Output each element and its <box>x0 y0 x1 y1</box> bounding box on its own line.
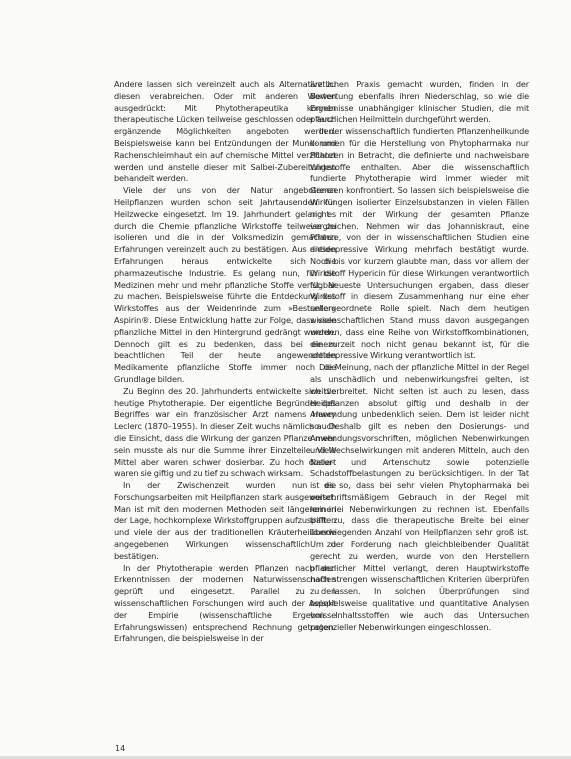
paragraph: Die Meinung, nach der pflanzliche Mittel in der Regel als unschädlich und nebenwirkungsfrei gelten, ist weitverbreitet. Nicht selten ist auch zu lesen, dass Heilpflanzen absolut giftig und deshalb in der Anwendung unbedenklich seien. Dem ist leider nicht so. Deshalb gilt es neben den Dosierungs- und Anwendungsvorschriften, möglichen Nebenwirkungen und Wechselwirkungen mit anderen Mitteln, auch den Natur- und Artenschutz sowie potenzielle Schadstoffbelastungen zu berücksichtigen. In der Tat ist es so, dass bei sehr vielen Phytopharmaka bei vorschriftsmäßigem Gebrauch in der Regel mit keinerlei Nebenwirkungen zu rechnen ist. Ebenfalls trifft zu, dass die therapeutische Breite bei einer überwiegenden Anzahl von Heilpflanzen sehr groß ist. Um der Forderung nach gleichbleibender Qualität gerecht zu werden, wurde von den Herstellern pflanzlicher Mittel verlangt, deren Hauptwirkstoffe nach strengen wissenschaftlichen Kriterien überprüfen zu lassen. In solchen Überprüfungen sind beispielsweise qualitative und quantitative Analysen von Inhaltsstoffen wie auch das Untersuchen potenzieller Nebenwirkungen eingeschlossen. <box>310 362 529 632</box>
paragraph: Viele der uns von der Natur angebotenen Heilpflanzen wurden schon seit Jahrtausenden für Heilzwecke eingesetzt. Im 19. Jahrhundert gelang es durch die Chemie pflanzliche Wirkstoffe teilweise zu isolieren und die in der Volksmedizin gemachten Erfahrungen vereinzelt auch zu bestätigen. Aus diesen Erfahrungen heraus entwickelte sich die pharmazeutische Industrie. Es gelang nun, für die Medizinen mehr und mehr pflanzliche Stoffe verfügbar zu machen. Beispielsweise führte die Entdeckung des Wirkstoffes aus der Weidenrinde zum »Bestseller« Aspirin®. Diese Entwicklung hatte zur Folge, dass viele pflanzliche Mittel in den Hintergrund gedrängt wurden. Dennoch gilt es zu bedenken, dass bei einem beachtlichen Teil der heute angewendeten Medikamente pflanzliche Stoffe immer noch die Grundlage bilden. <box>114 185 336 384</box>
page-number: 14 <box>115 744 126 753</box>
paragraph: Andere lassen sich vereinzelt auch als Alternative zu diesen verabreichen. Oder mit anderen Worten ausgedrückt: Mit Phytotherapeutika können therapeutische Lücken teilweise geschlossen oder auch ergänzende Möglichkeiten angeboten werden. Beispielsweise kann bei Entzündungen der Mund- und Rachenschleimhaut ein auf chemische Mittel verzichtet werden und anstelle dieser mit Salbei-Zubereitungen behandelt werden. <box>114 79 336 184</box>
paragraph: Zu Beginn des 20. Jahrhunderts entwickelte sich die heutige Phytotherapie. Der eigentliche Begründer des Begriffes war ein französischer Arzt namens Henry Leclerc (1870–1955). In dieser Zeit wuchs nämlich auch die Einsicht, dass die Wirkung der ganzen Pflanze mehr sein musste als nur die Summe ihrer Einzelteile. Viele Mittel aber waren schwer dosierbar. Zu hoch dosiert waren sie giftig und zu tief zu schwach wirksam. <box>114 385 336 479</box>
right-column <box>310 79 529 633</box>
paragraph: ärztlichen Praxis gemacht wurden, finden in der Bewertung ebenfalls ihren Niederschlag, so wie die Ergebnisse unabhängiger klinischer Studien, die mit pflanzlichen Heilmitteln durchgeführt werden. <box>310 79 529 125</box>
paragraph: In der Zwischenzeit wurden nun die Forschungsarbeiten mit Heilpflanzen stark ausgeweitet. Man ist mit den modernen Methoden seit längerem in der Lage, hochkomplexe Wirkstoffgruppen aufzuspalten und viele der aus der traditionellen Kräuterheilkunde angegebenen Wirkungen wissenschaftlich zu bestätigen. <box>114 480 336 561</box>
paragraph: In der wissenschaftlich fundierten Pflanzenheilkunde kommen für die Herstellung von Phytopharmaka nur Pflanzen in Betracht, die definierte und nachweisbare Wirkstoffe enthalten. Aber die wissenschaftlich fundierte Phytotherapie wird immer wieder mit Grenzen konfrontiert. So lassen sich beispielsweise die Wirkungen isolierter Einzelsubstanzen in vielen Fällen nicht mit der Wirkung der gesamten Pflanze vergleichen. Nehmen wir das Johanniskraut, eine Pflanze, von der in wissenschaftlichen Studien eine antidepressive Wirkung mehrfach bestätigt wurde. Noch bis vor kurzem glaubte man, dass vor allem der Wirkstoff Hypericin für diese Wirkungen verantwortlich ist. Neueste Untersuchungen ergaben, dass dieser Wirkstoff in diesem Zusammenhang nur eine eher untergeordnete Rolle spielt. Nach dem heutigen wissenschaftlichen Stand muss davon ausgegangen werden, dass eine Reihe von Wirkstoffkombinationen, die zurzeit noch nicht genau bekannt ist, für die antidepressive Wirkung verantwortlich ist. <box>310 126 529 361</box>
left-column <box>114 79 336 645</box>
paragraph: In der Phytotherapie werden Pflanzen nach den Erkenntnissen der modernen Naturwissenschaften geprüft und eingesetzt. Parallel zu den wissenschaftlichen Forschungen wird auch der Aspekt der Empirie (wissenschaftliche Ergebnisse Erfahrungswissen) entsprechend Rechnung getragen. Erfahrungen, die beispielsweise in der <box>114 562 336 644</box>
